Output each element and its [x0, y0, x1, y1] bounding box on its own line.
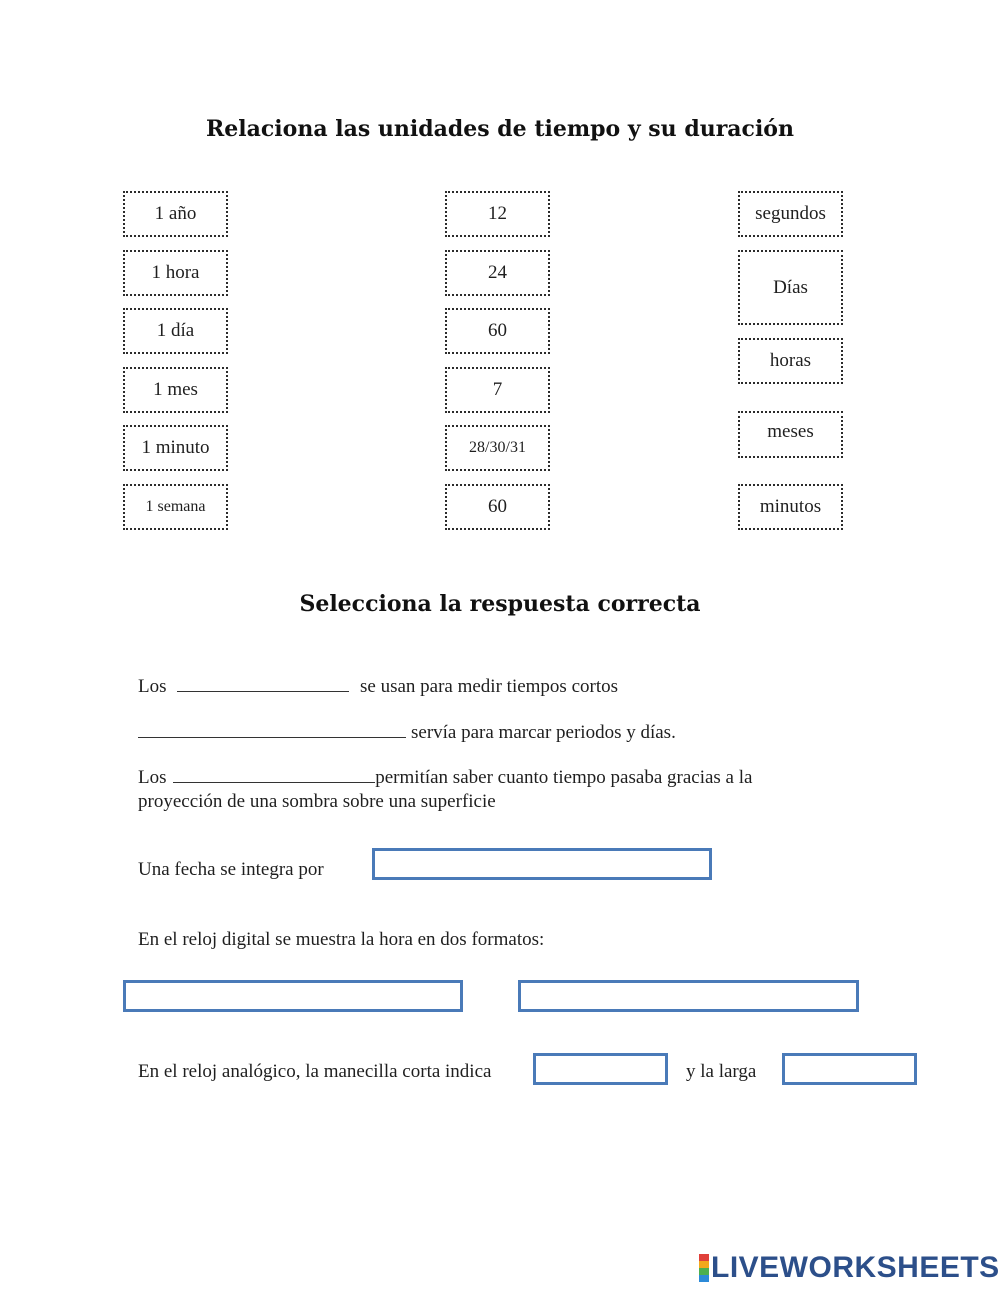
- sentence-1-post: se usan para medir tiempos cortos: [360, 676, 619, 697]
- digital-format-input-1[interactable]: [123, 980, 463, 1012]
- quantity-card-60[interactable]: 60: [445, 308, 550, 354]
- digital-format-input-2[interactable]: [518, 980, 859, 1012]
- target-card-minutes[interactable]: minutos: [738, 484, 843, 530]
- target-card-seconds[interactable]: segundos: [738, 191, 843, 237]
- sentence-2-post: servía para marcar periodos y días.: [411, 722, 676, 743]
- unit-card-hour[interactable]: 1 hora: [123, 250, 228, 296]
- unit-card-month[interactable]: 1 mes: [123, 367, 228, 413]
- sentence-6-pre: En el reloj analógico, la manecilla corta indica: [138, 1061, 492, 1082]
- logo-blocks-icon: [699, 1254, 709, 1282]
- short-hand-input[interactable]: [533, 1053, 668, 1085]
- unit-card-year[interactable]: 1 año: [123, 191, 228, 237]
- liveworksheets-logo[interactable]: [699, 1253, 1000, 1283]
- logo-block: [699, 1254, 709, 1261]
- sentence-1-pre: Los: [138, 676, 167, 697]
- sentence-3-line2: proyección de una sombra sobre una superficie: [138, 791, 496, 812]
- sentence-2: [138, 722, 676, 744]
- logo-block: [699, 1261, 709, 1268]
- logo-text: LIVEWORKSHEETS: [711, 1251, 1000, 1284]
- match-title: Relaciona las unidades de tiempo y su duración: [206, 116, 794, 142]
- sentence-6-mid: y la larga: [686, 1061, 757, 1082]
- date-composition-input[interactable]: [372, 848, 712, 880]
- sentence-1-blank[interactable]: [177, 677, 349, 692]
- sentence-3-post: permitían saber cuanto tiempo pasaba gracias a la: [375, 767, 753, 788]
- sentence-4-label: Una fecha se integra por: [138, 859, 324, 880]
- target-card-hours[interactable]: horas: [738, 338, 843, 384]
- sentence-5-label: En el reloj digital se muestra la hora en dos formatos:: [138, 929, 545, 950]
- quantity-card-24[interactable]: 24: [445, 250, 550, 296]
- long-hand-input[interactable]: [782, 1053, 917, 1085]
- logo-block: [699, 1268, 709, 1275]
- logo-block: [699, 1275, 709, 1282]
- sentence-3-blank[interactable]: [173, 768, 375, 783]
- sentence-3: [138, 767, 752, 789]
- sentence-1: [138, 676, 618, 698]
- sentence-2-blank[interactable]: [138, 723, 406, 738]
- quantity-card-12[interactable]: 12: [445, 191, 550, 237]
- unit-card-minute[interactable]: 1 minuto: [123, 425, 228, 471]
- unit-card-week[interactable]: 1 semana: [123, 484, 228, 530]
- target-card-days[interactable]: Días: [738, 250, 843, 325]
- sentence-3-pre: Los: [138, 767, 167, 788]
- unit-card-day[interactable]: 1 día: [123, 308, 228, 354]
- quantity-card-60-b[interactable]: 60: [445, 484, 550, 530]
- quantity-card-7[interactable]: 7: [445, 367, 550, 413]
- quiz-title: Selecciona la respuesta correcta: [299, 591, 701, 617]
- target-card-months[interactable]: meses: [738, 411, 843, 458]
- quantity-card-28-30-31[interactable]: 28/30/31: [445, 425, 550, 471]
